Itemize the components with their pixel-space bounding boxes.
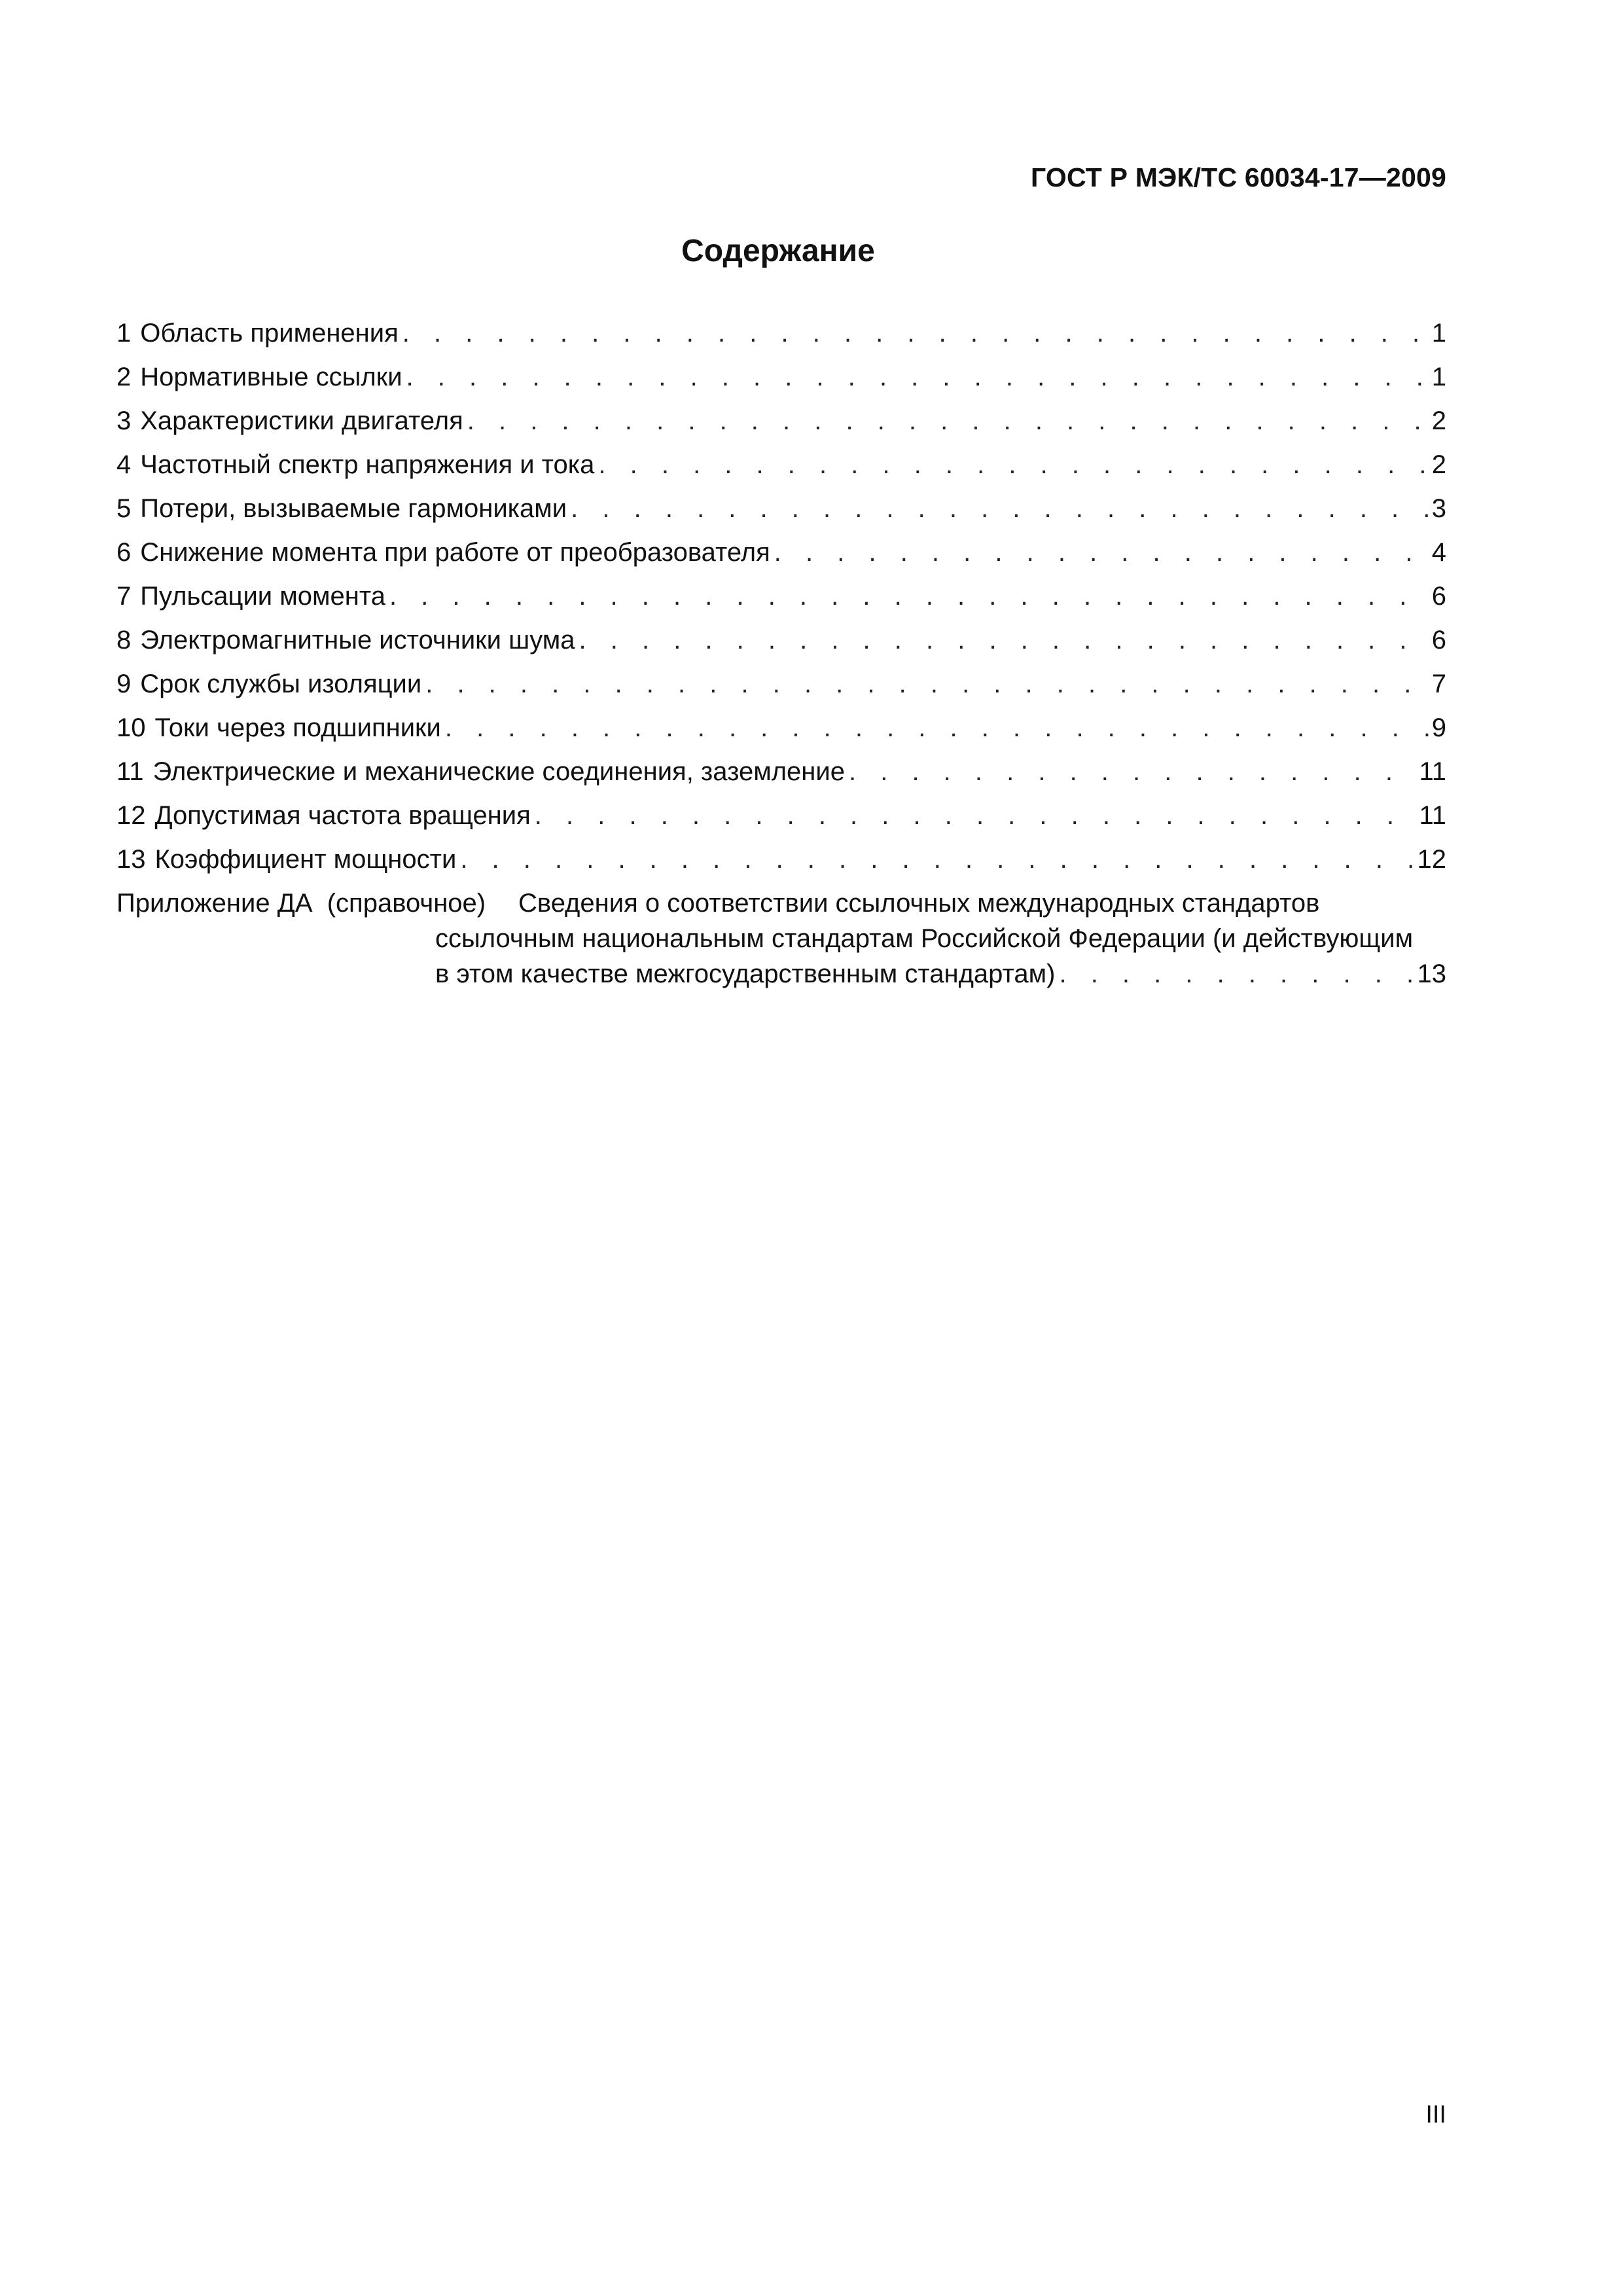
annex-title-line: в этом качестве межгосударственным стандартам) <box>435 960 1056 988</box>
annex-title <box>435 886 1446 992</box>
toc-dot-leader <box>531 794 1419 838</box>
toc-dot-leader <box>845 750 1419 794</box>
toc-entry-title: Срок службы изоляции <box>140 670 422 698</box>
toc-entry-title: Характеристики двигателя <box>140 406 463 435</box>
toc-entry[interactable] <box>116 794 1446 838</box>
toc-dot-leader <box>567 487 1432 531</box>
toc-entry-number: 6 <box>116 538 132 567</box>
toc-title: Содержание <box>681 234 875 268</box>
toc-entry[interactable] <box>116 750 1446 794</box>
toc-entry-number: 9 <box>116 670 132 698</box>
toc-entry-title: Пульсации момента <box>140 582 385 611</box>
toc-entry-number: 5 <box>116 494 132 523</box>
toc-entry[interactable] <box>116 838 1446 882</box>
annex-label: Приложение ДА <box>116 889 313 918</box>
toc-entry[interactable] <box>116 662 1446 706</box>
toc-entry-title: Частотный спектр напряжения и тока <box>140 450 595 479</box>
toc-dot-leader <box>421 662 1432 706</box>
toc-entry-page: 2 <box>1431 406 1446 435</box>
annex-page: 13 <box>1417 960 1446 988</box>
toc-dot-leader <box>385 575 1432 619</box>
toc-entry-number: 2 <box>116 363 132 391</box>
toc-entry[interactable] <box>116 399 1446 443</box>
toc-entry-title: Допустимая частота вращения <box>154 801 531 830</box>
toc-entry-title: Нормативные ссылки <box>140 363 402 391</box>
toc-entry[interactable] <box>116 487 1446 531</box>
annex-title-last-line <box>435 956 1446 992</box>
toc-entry-number: 7 <box>116 582 132 611</box>
toc-entry-page: 7 <box>1431 670 1446 698</box>
page-number: III <box>1425 2101 1446 2128</box>
toc-entry[interactable] <box>116 575 1446 619</box>
toc-dot-leader <box>463 399 1432 443</box>
toc-entry-page: 1 <box>1431 319 1446 348</box>
toc-dot-leader <box>402 355 1432 399</box>
document-code: ГОСТ Р МЭК/ТС 60034-17—2009 <box>1030 162 1446 192</box>
toc-entry[interactable] <box>116 619 1446 662</box>
toc-entry-page: 6 <box>1431 626 1446 655</box>
toc-dot-leader <box>441 706 1432 750</box>
toc-dot-leader <box>399 312 1432 355</box>
toc-entry-number: 10 <box>116 713 146 742</box>
toc-entry-number: 3 <box>116 406 132 435</box>
toc-entry[interactable] <box>116 531 1446 575</box>
toc-entry-title: Потери, вызываемые гармониками <box>140 494 567 523</box>
toc-entry[interactable] <box>116 706 1446 750</box>
toc-entry-title: Токи через подшипники <box>154 713 441 742</box>
toc-entry-page: 12 <box>1417 845 1446 874</box>
toc-list <box>116 312 1446 882</box>
toc-entry-title: Электрические и механические соединения, заземление <box>152 757 845 786</box>
toc-entry-number: 8 <box>116 626 132 655</box>
toc-entry[interactable] <box>116 443 1446 487</box>
toc-dot-leader <box>770 531 1432 575</box>
annex-heading <box>116 886 486 921</box>
toc-entry-title: Снижение момента при работе от преобразователя <box>140 538 770 567</box>
annex-title-line: ссылочным национальным стандартам Российской Федерации (и действующим <box>435 924 1414 953</box>
toc-entry[interactable] <box>116 312 1446 355</box>
toc-entry-title: Электромагнитные источники шума <box>140 626 575 655</box>
toc-dot-leader <box>1055 956 1417 992</box>
toc-entry-number: 11 <box>116 757 144 786</box>
toc-entry-page: 6 <box>1431 582 1446 611</box>
toc-dot-leader <box>575 619 1432 662</box>
toc-entry-page: 3 <box>1431 494 1446 523</box>
toc-entry-number: 1 <box>116 319 132 348</box>
toc-entry-page: 11 <box>1419 757 1446 786</box>
toc-entry-page: 2 <box>1431 450 1446 479</box>
toc-entry-number: 12 <box>116 801 146 830</box>
toc-dot-leader <box>456 838 1417 882</box>
toc-entry-title: Коэффициент мощности <box>154 845 457 874</box>
toc-entry-page: 9 <box>1431 713 1446 742</box>
toc-dot-leader <box>594 443 1431 487</box>
toc-entry-number: 13 <box>116 845 146 874</box>
toc-entry-page: 11 <box>1419 801 1446 830</box>
toc-entry-page: 1 <box>1431 363 1446 391</box>
toc-entry-title: Область применения <box>140 319 399 348</box>
toc-entry[interactable] <box>116 355 1446 399</box>
toc-entry-page: 4 <box>1431 538 1446 567</box>
toc-entry-number: 4 <box>116 450 132 479</box>
annex-kind: (справочное) <box>327 889 486 918</box>
annex-title-line: Сведения о соответствии ссылочных международных стандартов <box>518 889 1320 918</box>
